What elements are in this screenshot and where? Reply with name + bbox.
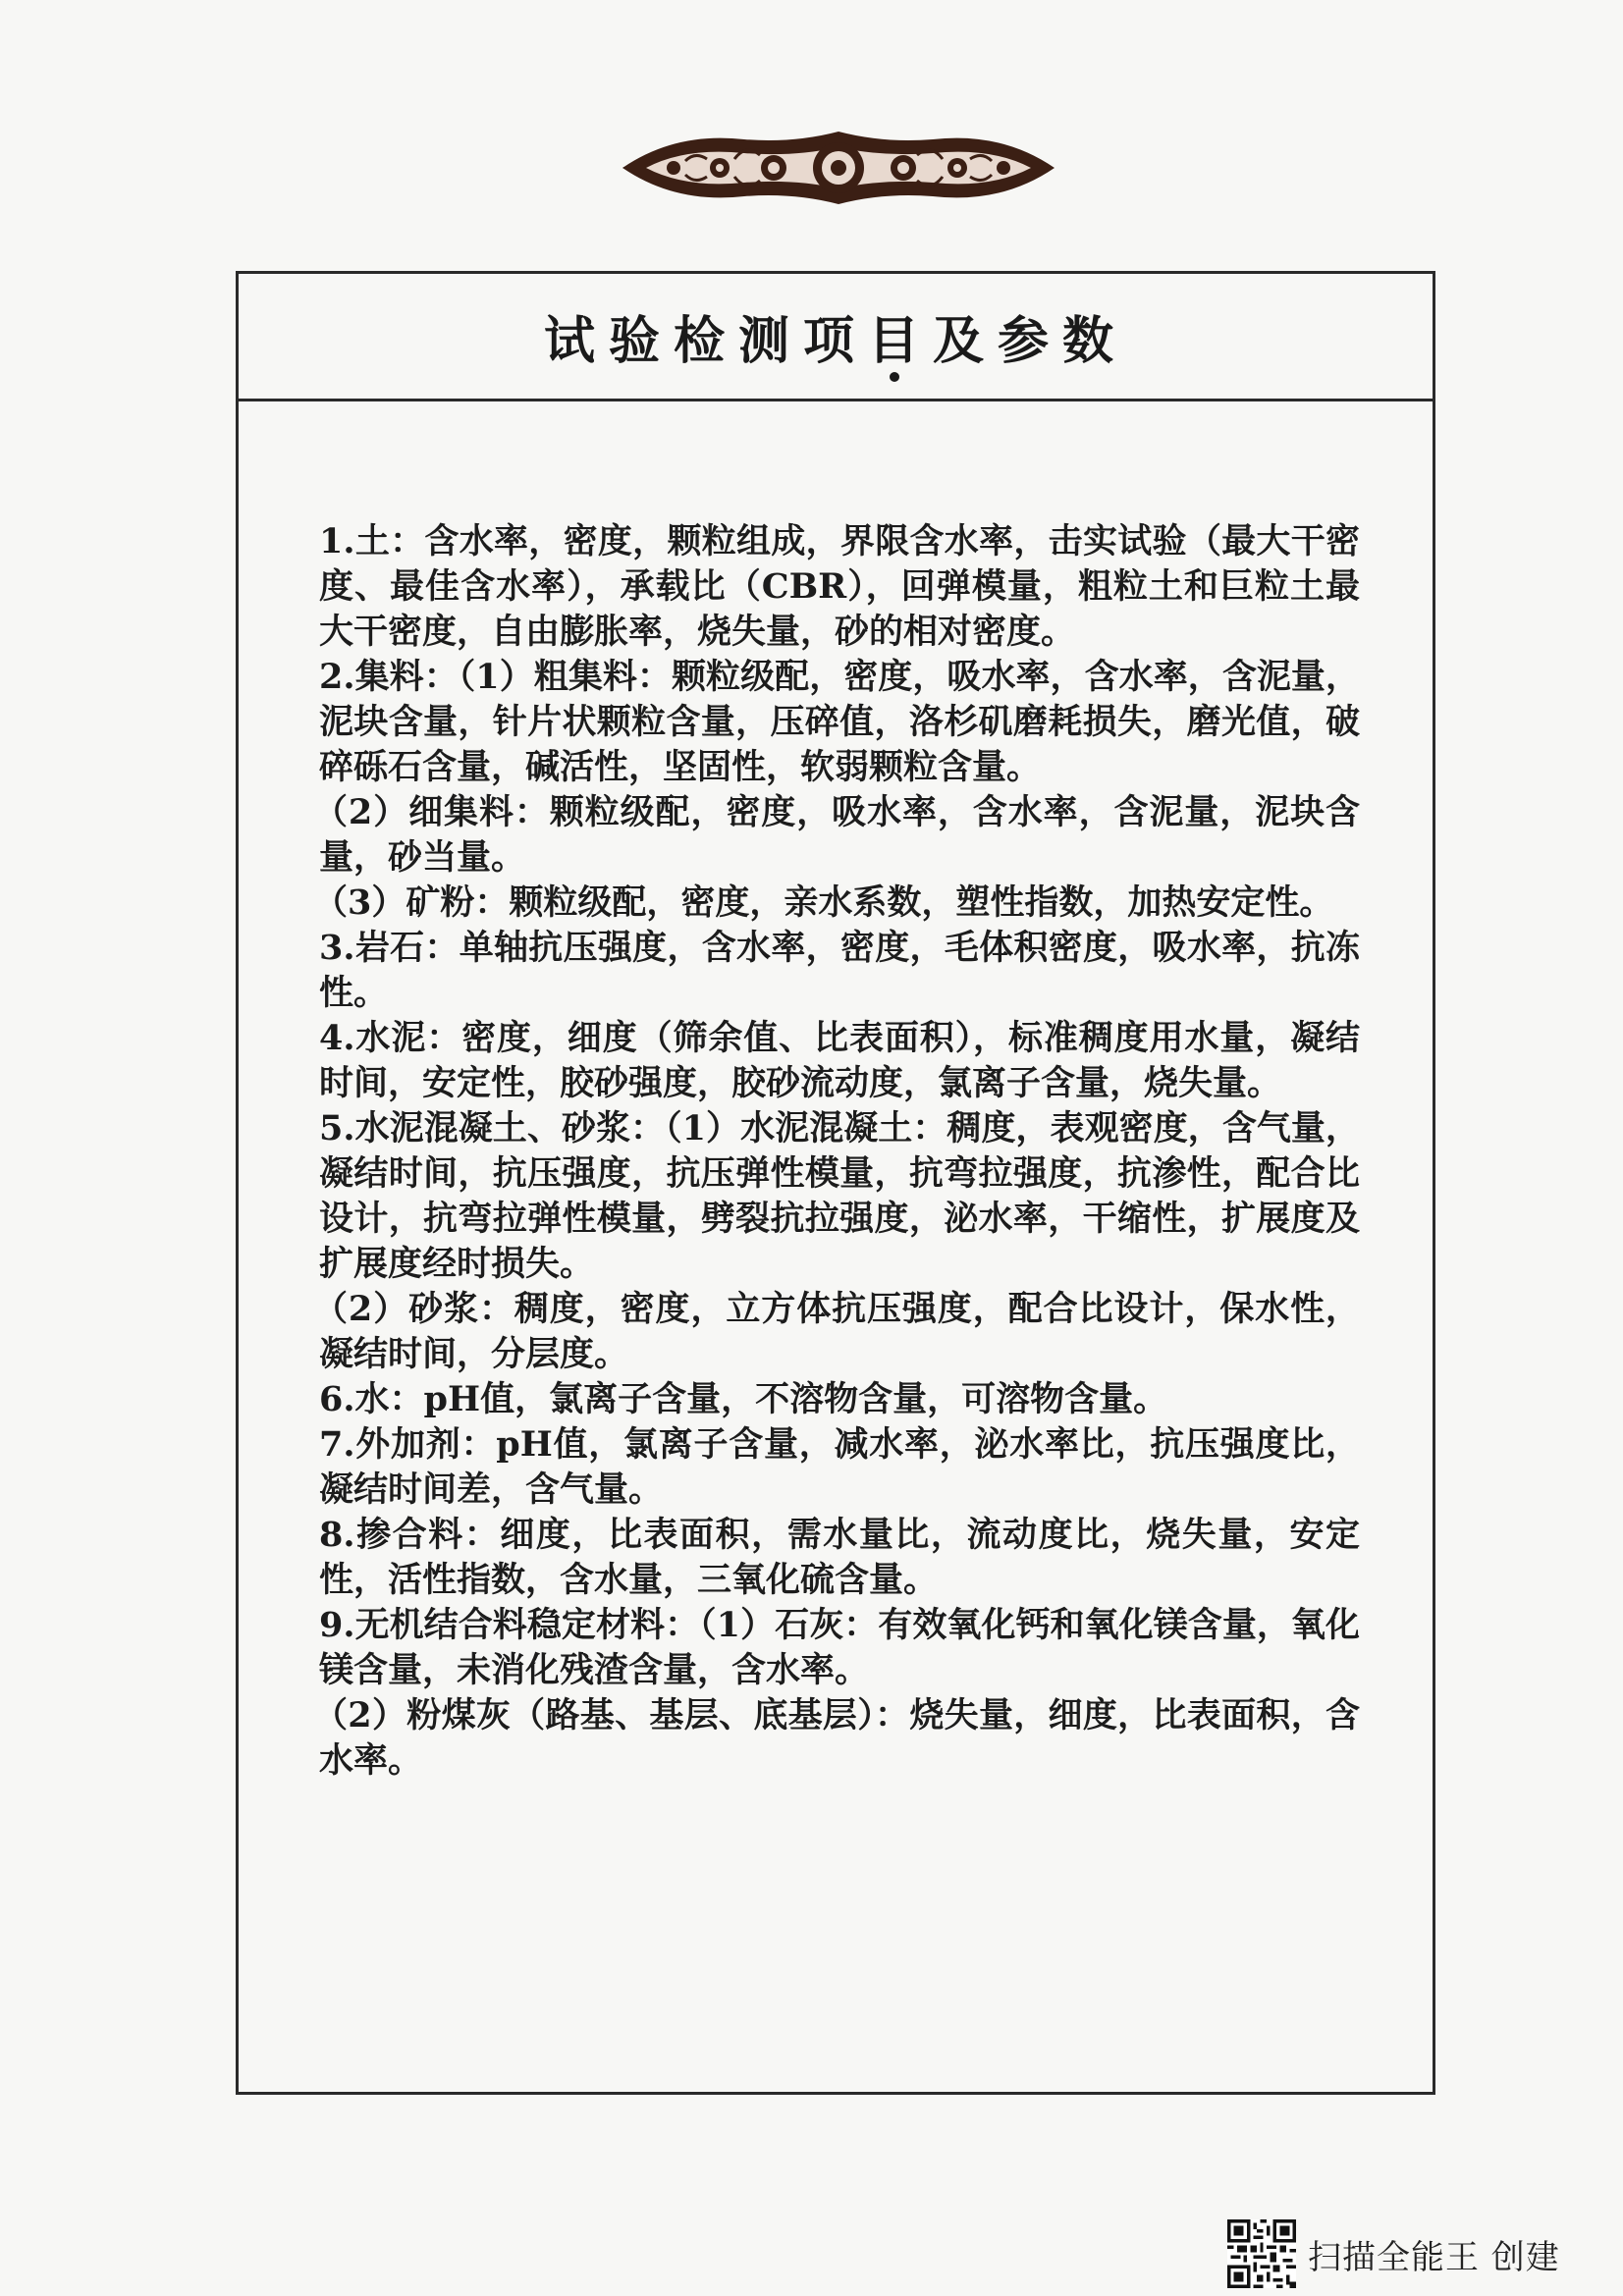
list-item-water: 6.水：pH值，氯离子含量，不溶物含量，可溶物含量。	[319, 1379, 1168, 1419]
decorative-ornament-icon	[617, 126, 1060, 210]
list-item-fine-aggregate: （2）细集料：颗粒级配，密度，吸水率，含水率，含泥量，泥块含量，砂当量。	[313, 792, 1360, 878]
test-items-list	[313, 519, 1360, 1784]
list-item-aggregate: 2.集料：（1）粗集料：颗粒级配，密度，吸水率，含水率，含泥量，泥块含量，针片状颗粒含量，压碎值，洛杉矶磨耗损失，磨光值，破碎砾石含量，碱活性，坚固性，软弱颗粒含量。	[319, 657, 1360, 787]
content-frame	[236, 271, 1435, 2095]
scanner-watermark	[1227, 2218, 1560, 2289]
title-bar	[239, 274, 1433, 401]
list-item-fly-ash: （2）粉煤灰（路基、基层、底基层）：烧失量，细度，比表面积，含水率。	[313, 1695, 1360, 1781]
list-item-cement: 4.水泥：密度，细度（筛余值、比表面积），标准稠度用水量，凝结时间，安定性，胶砂强度，胶砂流动度，氯离子含量，烧失量。	[319, 1018, 1360, 1103]
page-title: 试验检测项目及参数	[543, 312, 1127, 371]
list-item-mortar: （2）砂浆：稠度，密度，立方体抗压强度，配合比设计，保水性，凝结时间，分层度。	[313, 1289, 1360, 1374]
list-item-mineral-powder: （3）矿粉：颗粒级配，密度，亲水系数，塑性指数，加热安定性。	[313, 882, 1334, 923]
list-item-stabilized-material: 9.无机结合料稳定材料：（1）石灰：有效氧化钙和氧化镁含量，氧化镁含量，未消化残渣含量，含水率。	[319, 1605, 1360, 1690]
list-item-concrete-mortar: 5.水泥混凝土、砂浆：（1）水泥混凝土：稠度，表观密度，含气量，凝结时间，抗压强度，抗压弹性模量，抗弯拉强度，抗渗性，配合比设计，抗弯拉弹性模量，劈裂抗拉强度，泌水率，干缩性，扩展度及扩展度经时损失。	[319, 1108, 1360, 1284]
watermark-text: 扫描全能王 创建	[1308, 2237, 1560, 2277]
list-item-supplementary: 8.掺合料：细度，比表面积，需水量比，流动度比，烧失量，安定性，活性指数，含水量，三氧化硫含量。	[319, 1515, 1360, 1600]
qr-code-icon	[1227, 2219, 1296, 2288]
title-dot	[890, 372, 899, 382]
list-item-soil: 1.土：含水率，密度，颗粒组成，界限含水率，击实试验（最大干密度、最佳含水率），承载比（CBR），回弹模量，粗粒土和巨粒土最大干密度，自由膨胀率，烧失量，砂的相对密度。	[319, 521, 1360, 652]
list-item-admixture: 7.外加剂：pH值，氯离子含量，减水率，泌水率比，抗压强度比，凝结时间差，含气量。	[319, 1424, 1360, 1510]
list-item-rock: 3.岩石：单轴抗压强度，含水率，密度，毛体积密度，吸水率，抗冻性。	[319, 928, 1360, 1013]
